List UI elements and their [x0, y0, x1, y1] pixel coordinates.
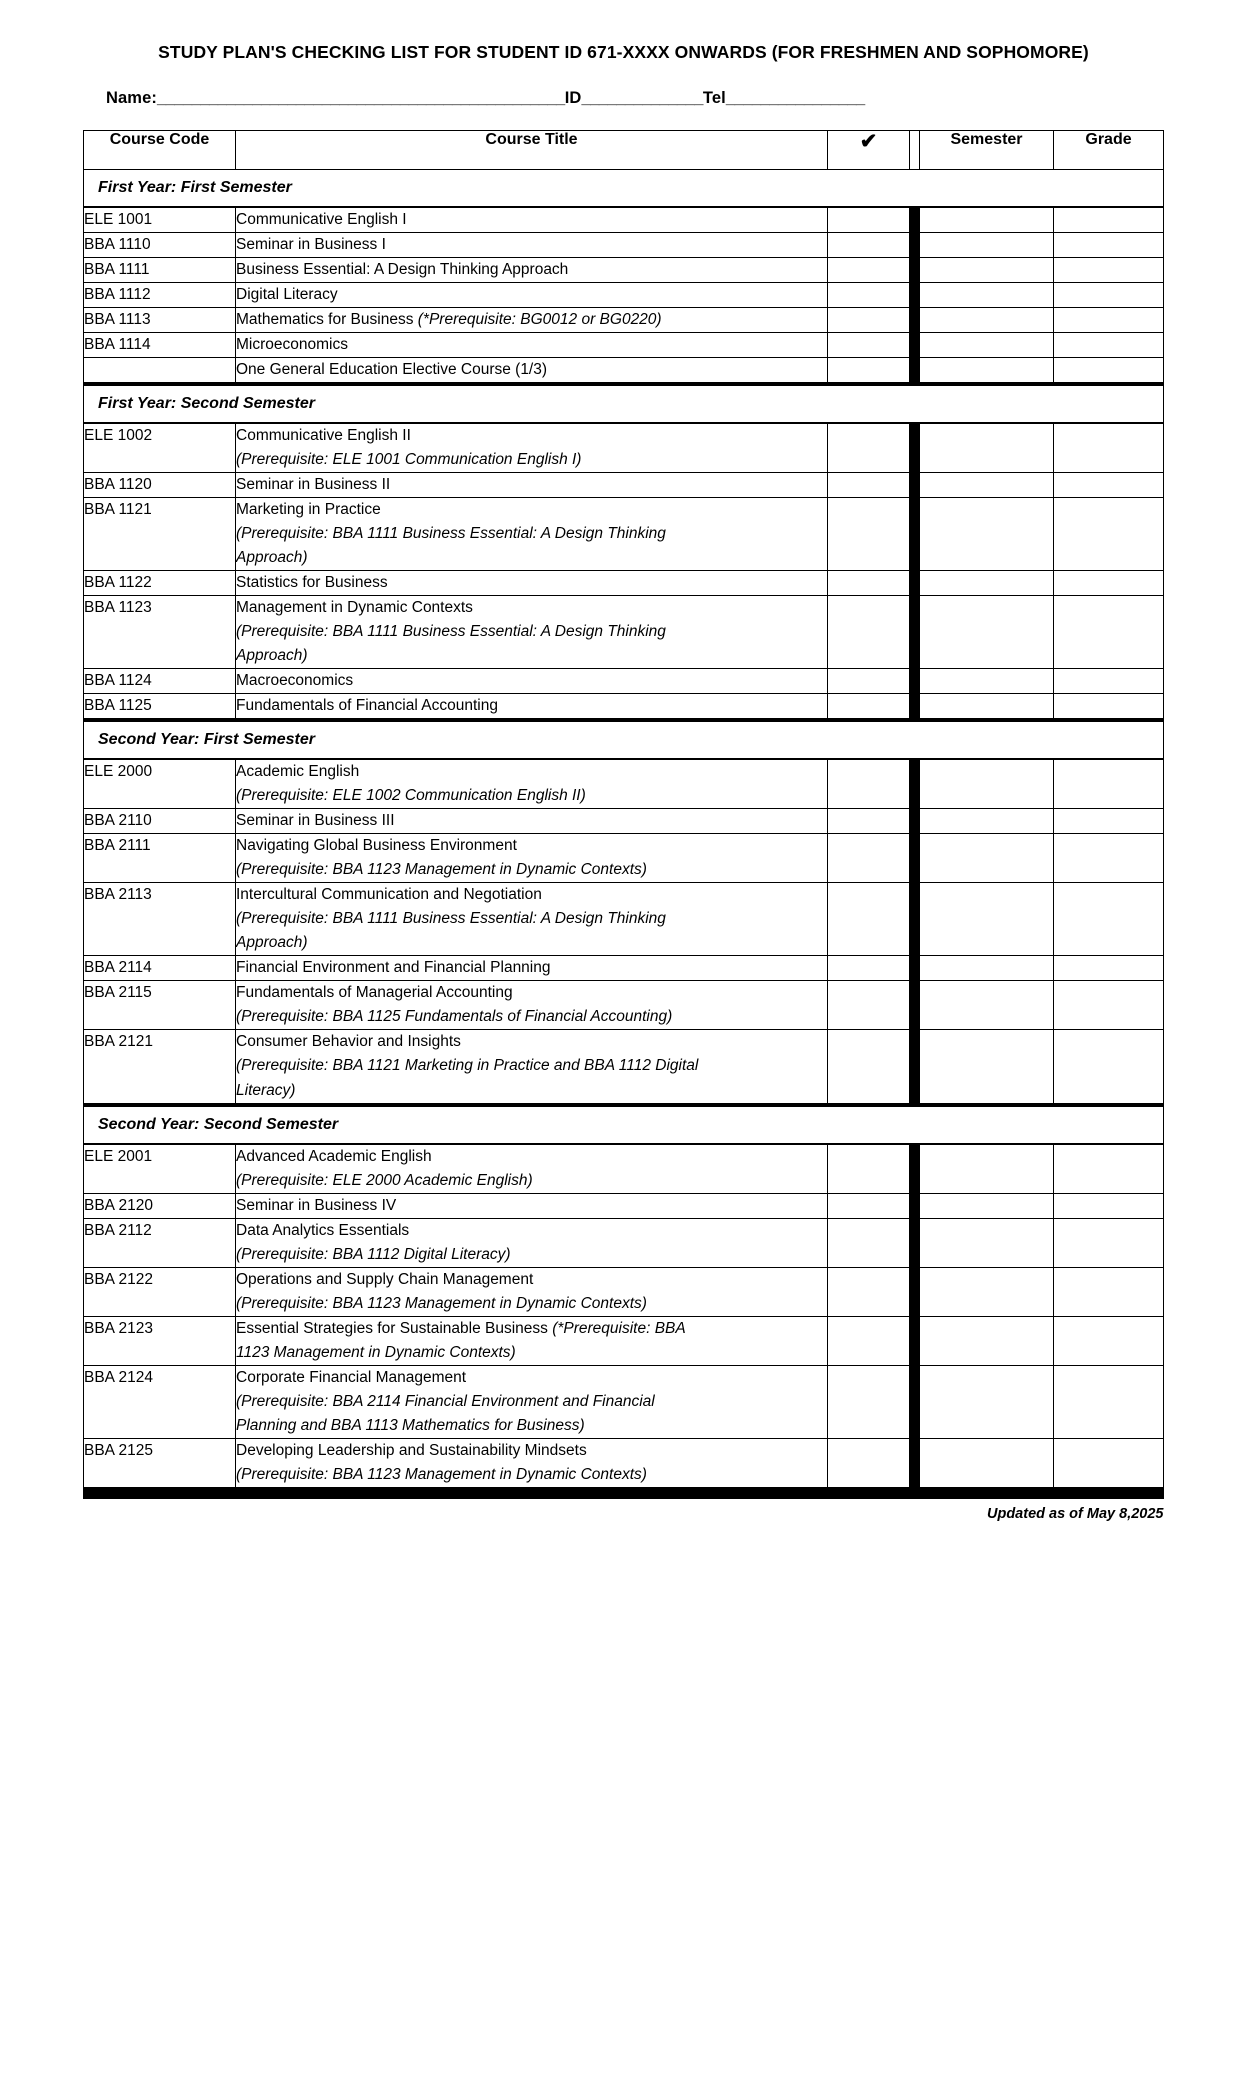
check-cell[interactable]: [828, 834, 910, 883]
check-cell[interactable]: [828, 1193, 910, 1218]
table-row: [84, 207, 1164, 233]
course-title-line: (Prerequisite: BBA 1125 Fundamentals of Financial Accounting): [236, 1008, 673, 1026]
course-title-line: (Prerequisite: BBA 1111 Business Essential: A Design Thinking: [236, 623, 666, 641]
grade-cell[interactable]: [1054, 1193, 1164, 1218]
section-label: Second Year: Second Semester: [84, 1105, 1164, 1144]
course-code-cell: BBA 2120: [84, 1193, 236, 1218]
column-separator: [910, 596, 920, 669]
course-title-cell: [236, 1316, 828, 1365]
course-code-cell: BBA 2115: [84, 981, 236, 1030]
check-cell[interactable]: [828, 498, 910, 571]
course-title-line: Fundamentals of Managerial Accounting: [236, 984, 513, 1002]
semester-cell[interactable]: [920, 473, 1054, 498]
grade-cell[interactable]: [1054, 1365, 1164, 1438]
column-separator: [910, 1316, 920, 1365]
header-check: ✔: [828, 131, 910, 170]
semester-cell[interactable]: [920, 308, 1054, 333]
course-title-cell: [236, 809, 828, 834]
grade-cell[interactable]: [1054, 981, 1164, 1030]
table-row: [84, 1267, 1164, 1316]
semester-cell[interactable]: [920, 1218, 1054, 1267]
column-separator: [910, 308, 920, 333]
table-row: [84, 498, 1164, 571]
grade-cell[interactable]: [1054, 258, 1164, 283]
semester-cell[interactable]: [920, 1193, 1054, 1218]
column-separator: [910, 1267, 920, 1316]
table-row: [84, 809, 1164, 834]
name-blank[interactable]: _______________________________________________: [156, 89, 565, 107]
course-title-cell: [236, 258, 828, 283]
course-title-line: Corporate Financial Management: [236, 1368, 467, 1386]
section-header-row: [84, 384, 1164, 423]
check-cell[interactable]: [828, 283, 910, 308]
course-title-cell: [236, 1267, 828, 1316]
course-code-cell: BBA 1111: [84, 258, 236, 283]
check-cell[interactable]: [828, 694, 910, 721]
check-cell[interactable]: [828, 1267, 910, 1316]
course-code-cell: ELE 1002: [84, 423, 236, 473]
course-title-line: Macroeconomics: [236, 672, 354, 690]
grade-cell[interactable]: [1054, 207, 1164, 233]
column-separator: [910, 883, 920, 956]
column-separator: [910, 333, 920, 358]
column-separator: [910, 1218, 920, 1267]
grade-cell[interactable]: [1054, 759, 1164, 809]
check-cell[interactable]: [828, 956, 910, 981]
grade-cell[interactable]: [1054, 358, 1164, 385]
table-row: [84, 1030, 1164, 1105]
semester-cell[interactable]: [920, 1267, 1054, 1316]
course-title-line: (Prerequisite: BBA 2114 Financial Environment and Financial: [236, 1392, 655, 1410]
semester-cell[interactable]: [920, 759, 1054, 809]
column-separator: [910, 1030, 920, 1105]
grade-cell[interactable]: [1054, 834, 1164, 883]
course-title-cell: [236, 981, 828, 1030]
course-title-cell: [236, 834, 828, 883]
semester-cell[interactable]: [920, 809, 1054, 834]
table-row: [84, 283, 1164, 308]
section-label: First Year: First Semester: [84, 170, 1164, 208]
course-title-line: (Prerequisite: BBA 1112 Digital Literacy): [236, 1245, 511, 1263]
check-cell[interactable]: [828, 981, 910, 1030]
course-title-line: Marketing in Practice: [236, 501, 381, 519]
table-row: [84, 571, 1164, 596]
grade-cell[interactable]: [1054, 596, 1164, 669]
course-title-line: Communicative English I: [236, 211, 407, 228]
course-title-line: Operations and Supply Chain Management: [236, 1270, 534, 1288]
course-code-cell: BBA 2114: [84, 956, 236, 981]
course-title-line: Seminar in Business II: [236, 476, 391, 494]
semester-cell[interactable]: [920, 834, 1054, 883]
header-grade: Grade: [1054, 131, 1164, 170]
table-row: [84, 759, 1164, 809]
course-title-cell: [236, 498, 828, 571]
check-cell[interactable]: [828, 207, 910, 233]
course-title-cell: [236, 233, 828, 258]
course-title-cell: [236, 207, 828, 233]
grade-cell[interactable]: [1054, 956, 1164, 981]
check-cell[interactable]: [828, 571, 910, 596]
course-code-cell: BBA 1113: [84, 308, 236, 333]
semester-cell[interactable]: [920, 1365, 1054, 1438]
course-title-cell: [236, 308, 828, 333]
table-row: [84, 1218, 1164, 1267]
check-cell[interactable]: [828, 759, 910, 809]
column-separator: [910, 207, 920, 233]
course-title-line: 1123 Management in Dynamic Contexts): [236, 1343, 516, 1361]
check-cell[interactable]: [828, 809, 910, 834]
course-title-line: One General Education Elective Course (1/3): [236, 361, 548, 379]
table-row: [84, 333, 1164, 358]
check-cell[interactable]: [828, 669, 910, 694]
course-title-line: Seminar in Business III: [236, 812, 395, 830]
section-label: First Year: Second Semester: [84, 384, 1164, 423]
semester-cell[interactable]: [920, 981, 1054, 1030]
check-cell[interactable]: [828, 258, 910, 283]
id-blank[interactable]: ______________: [581, 89, 703, 107]
course-code-cell: [84, 358, 236, 385]
table-row: [84, 1316, 1164, 1365]
course-code-cell: BBA 2112: [84, 1218, 236, 1267]
table-row: [84, 956, 1164, 981]
column-separator: [910, 1438, 920, 1489]
check-cell[interactable]: [828, 1030, 910, 1105]
table-row: [84, 669, 1164, 694]
course-code-cell: BBA 2124: [84, 1365, 236, 1438]
column-separator: [910, 981, 920, 1030]
course-title-line: Advanced Academic English: [236, 1147, 432, 1165]
semester-cell[interactable]: [920, 258, 1054, 283]
course-title-line: Statistics for Business: [236, 574, 388, 592]
course-title-line: (Prerequisite: ELE 1002 Communication English II): [236, 787, 586, 805]
course-title-cell: [236, 1030, 828, 1105]
grade-cell[interactable]: [1054, 473, 1164, 498]
course-title-cell: [236, 669, 828, 694]
grade-cell[interactable]: [1054, 1438, 1164, 1489]
check-cell[interactable]: [828, 1365, 910, 1438]
course-title-line: Fundamentals of Financial Accounting: [236, 697, 498, 715]
course-code-cell: ELE 2001: [84, 1144, 236, 1194]
semester-cell[interactable]: [920, 423, 1054, 473]
course-title-line: Business Essential: A Design Thinking Approach: [236, 261, 569, 279]
course-title-cell: [236, 473, 828, 498]
section-label: Second Year: First Semester: [84, 720, 1164, 759]
column-separator: [910, 283, 920, 308]
course-title-cell: [236, 1144, 828, 1194]
course-title-cell: [236, 956, 828, 981]
course-title-line: Financial Environment and Financial Planning: [236, 959, 551, 977]
table-row: [84, 596, 1164, 669]
table-row: [84, 981, 1164, 1030]
course-code-cell: BBA 1125: [84, 694, 236, 721]
table-row: [84, 308, 1164, 333]
course-code-cell: BBA 2125: [84, 1438, 236, 1489]
course-code-cell: BBA 1123: [84, 596, 236, 669]
course-title-line: Planning and BBA 1113 Mathematics for Business): [236, 1416, 585, 1434]
grade-cell[interactable]: [1054, 1144, 1164, 1194]
table-end-bar: [84, 1489, 1164, 1497]
course-code-cell: BBA 1121: [84, 498, 236, 571]
grade-cell[interactable]: [1054, 694, 1164, 721]
course-title-cell: [236, 283, 828, 308]
course-title-cell: [236, 1365, 828, 1438]
column-separator: [910, 571, 920, 596]
column-separator: [910, 358, 920, 385]
course-title-line: (Prerequisite: ELE 1001 Communication English I): [236, 451, 582, 469]
course-code-cell: BBA 2122: [84, 1267, 236, 1316]
name-label: Name:: [106, 89, 157, 107]
grade-cell[interactable]: [1054, 1218, 1164, 1267]
course-title-line: (Prerequisite: BBA 1123 Management in Dynamic Contexts): [236, 1294, 647, 1312]
course-code-cell: BBA 2113: [84, 883, 236, 956]
course-code-cell: BBA 1120: [84, 473, 236, 498]
course-title-line: Microeconomics: [236, 336, 348, 354]
course-title-cell: [236, 1218, 828, 1267]
tel-blank[interactable]: ________________: [725, 89, 865, 107]
grade-cell[interactable]: [1054, 498, 1164, 571]
course-title-line: (Prerequisite: BBA 1121 Marketing in Practice and BBA 1112 Digital: [236, 1057, 699, 1075]
course-title-cell: [236, 571, 828, 596]
course-code-cell: BBA 2121: [84, 1030, 236, 1105]
column-separator: [910, 258, 920, 283]
id-label: ID: [564, 89, 582, 107]
course-title-line: Literacy): [236, 1081, 296, 1099]
course-title-cell: [236, 1438, 828, 1489]
grade-cell[interactable]: [1054, 333, 1164, 358]
table-row: [84, 1144, 1164, 1194]
check-cell[interactable]: [828, 333, 910, 358]
updated-note: Updated as of May 8,2025: [987, 1505, 1164, 1522]
course-code-cell: BBA 2110: [84, 809, 236, 834]
semester-cell[interactable]: [920, 1030, 1054, 1105]
semester-cell[interactable]: [920, 571, 1054, 596]
course-title-line: (Prerequisite: ELE 2000 Academic English): [236, 1171, 533, 1189]
page-title: STUDY PLAN'S CHECKING LIST FOR STUDENT ID 671-XXXX ONWARDS (FOR FRESHMEN AND SOPHOMORE): [158, 42, 1089, 62]
semester-cell[interactable]: [920, 1438, 1054, 1489]
check-cell[interactable]: [828, 1316, 910, 1365]
course-title-line: Approach): [236, 647, 308, 665]
course-code-cell: BBA 1110: [84, 233, 236, 258]
course-title-cell: [236, 759, 828, 809]
course-code-cell: BBA 1112: [84, 283, 236, 308]
table-row: [84, 834, 1164, 883]
course-code-cell: BBA 2111: [84, 834, 236, 883]
course-code-cell: ELE 2000: [84, 759, 236, 809]
course-title-line: (Prerequisite: BBA 1123 Management in Dynamic Contexts): [236, 861, 647, 879]
grade-cell[interactable]: [1054, 1030, 1164, 1105]
check-cell[interactable]: [828, 883, 910, 956]
section-header-row: [84, 720, 1164, 759]
table-row: [84, 1365, 1164, 1438]
course-title-line: (Prerequisite: BBA 1111 Business Essential: A Design Thinking: [236, 525, 666, 543]
course-title-line: Developing Leadership and Sustainability Mindsets: [236, 1441, 587, 1459]
course-title-line: Approach): [236, 549, 308, 567]
column-separator: [910, 669, 920, 694]
grade-cell[interactable]: [1054, 1267, 1164, 1316]
header-semester: Semester: [920, 131, 1054, 170]
course-title-line: Seminar in Business I: [236, 236, 386, 254]
course-title-cell: [236, 694, 828, 721]
semester-cell[interactable]: [920, 283, 1054, 308]
table-row: [84, 1438, 1164, 1489]
grade-cell[interactable]: [1054, 669, 1164, 694]
column-separator: [910, 423, 920, 473]
column-separator: [910, 233, 920, 258]
section-header-row: [84, 1105, 1164, 1144]
check-cell[interactable]: [828, 1144, 910, 1194]
semester-cell[interactable]: [920, 883, 1054, 956]
semester-cell[interactable]: [920, 1144, 1054, 1194]
grade-cell[interactable]: [1054, 283, 1164, 308]
course-title-cell: [236, 596, 828, 669]
table-row: [84, 883, 1164, 956]
header-separator: [910, 131, 920, 170]
check-cell[interactable]: [828, 1438, 910, 1489]
course-title-line: Essential Strategies for Sustainable Business (*Prerequisite: BBA: [236, 1319, 686, 1337]
course-code-cell: ELE 1001: [84, 207, 236, 233]
course-code-cell: BBA 1122: [84, 571, 236, 596]
table-row: [84, 1193, 1164, 1218]
course-title-cell: [236, 423, 828, 473]
course-title-line: Data Analytics Essentials: [236, 1221, 410, 1239]
column-separator: [910, 694, 920, 721]
grade-cell[interactable]: [1054, 233, 1164, 258]
column-separator: [910, 1365, 920, 1438]
check-cell[interactable]: [828, 308, 910, 333]
table-end-bar-cell: [84, 1489, 1164, 1497]
column-separator: [910, 1193, 920, 1218]
course-title-line: Seminar in Business IV: [236, 1196, 397, 1214]
check-cell[interactable]: [828, 233, 910, 258]
course-title-cell: [236, 358, 828, 385]
course-title-cell: [236, 1193, 828, 1218]
course-code-cell: BBA 2123: [84, 1316, 236, 1365]
study-plan-table: [83, 130, 1164, 1499]
check-cell[interactable]: [828, 596, 910, 669]
course-title-cell: [236, 883, 828, 956]
section-header-row: [84, 170, 1164, 208]
course-title-line: Consumer Behavior and Insights: [236, 1033, 461, 1051]
column-separator: [910, 1144, 920, 1194]
column-separator: [910, 473, 920, 498]
course-title-line: Academic English: [236, 763, 360, 781]
table-row: [84, 258, 1164, 283]
table-row: [84, 233, 1164, 258]
table-row: [84, 423, 1164, 473]
semester-cell[interactable]: [920, 498, 1054, 571]
course-title-line: Digital Literacy: [236, 286, 338, 304]
semester-cell[interactable]: [920, 596, 1054, 669]
check-cell[interactable]: [828, 1218, 910, 1267]
course-title-cell: [236, 333, 828, 358]
course-code-cell: BBA 1114: [84, 333, 236, 358]
header-course-title: Course Title: [236, 131, 828, 170]
column-separator: [910, 809, 920, 834]
table-row: [84, 694, 1164, 721]
semester-cell[interactable]: [920, 358, 1054, 385]
grade-cell[interactable]: [1054, 883, 1164, 956]
course-title-line: Navigating Global Business Environment: [236, 837, 517, 855]
semester-cell[interactable]: [920, 207, 1054, 233]
semester-cell[interactable]: [920, 1316, 1054, 1365]
table-header-row: [84, 131, 1164, 170]
semester-cell[interactable]: [920, 333, 1054, 358]
header-course-code: Course Code: [84, 131, 236, 170]
course-title-line: (Prerequisite: BBA 1123 Management in Dynamic Contexts): [236, 1465, 647, 1483]
course-title-line: (Prerequisite: BBA 1111 Business Essential: A Design Thinking: [236, 910, 666, 928]
semester-cell[interactable]: [920, 233, 1054, 258]
table-row: [84, 473, 1164, 498]
course-title-line: Mathematics for Business (*Prerequisite: BG0012 or BG0220): [236, 311, 662, 329]
grade-cell[interactable]: [1054, 423, 1164, 473]
course-title-line: Management in Dynamic Contexts: [236, 599, 473, 617]
column-separator: [910, 834, 920, 883]
grade-cell[interactable]: [1054, 571, 1164, 596]
tel-label: Tel: [702, 89, 726, 107]
column-separator: [910, 498, 920, 571]
check-cell[interactable]: [828, 358, 910, 385]
table-row: [84, 358, 1164, 385]
column-separator: [910, 956, 920, 981]
column-separator: [910, 759, 920, 809]
grade-cell[interactable]: [1054, 1316, 1164, 1365]
student-info-row: [106, 89, 1185, 108]
course-title-line: Communicative English II: [236, 427, 411, 445]
semester-cell[interactable]: [920, 956, 1054, 981]
course-code-cell: BBA 1124: [84, 669, 236, 694]
course-title-line: Approach): [236, 934, 308, 952]
course-title-line: Intercultural Communication and Negotiation: [236, 886, 542, 904]
semester-cell[interactable]: [920, 669, 1054, 694]
grade-cell[interactable]: [1054, 308, 1164, 333]
check-cell[interactable]: [828, 473, 910, 498]
semester-cell[interactable]: [920, 694, 1054, 721]
check-cell[interactable]: [828, 423, 910, 473]
grade-cell[interactable]: [1054, 809, 1164, 834]
